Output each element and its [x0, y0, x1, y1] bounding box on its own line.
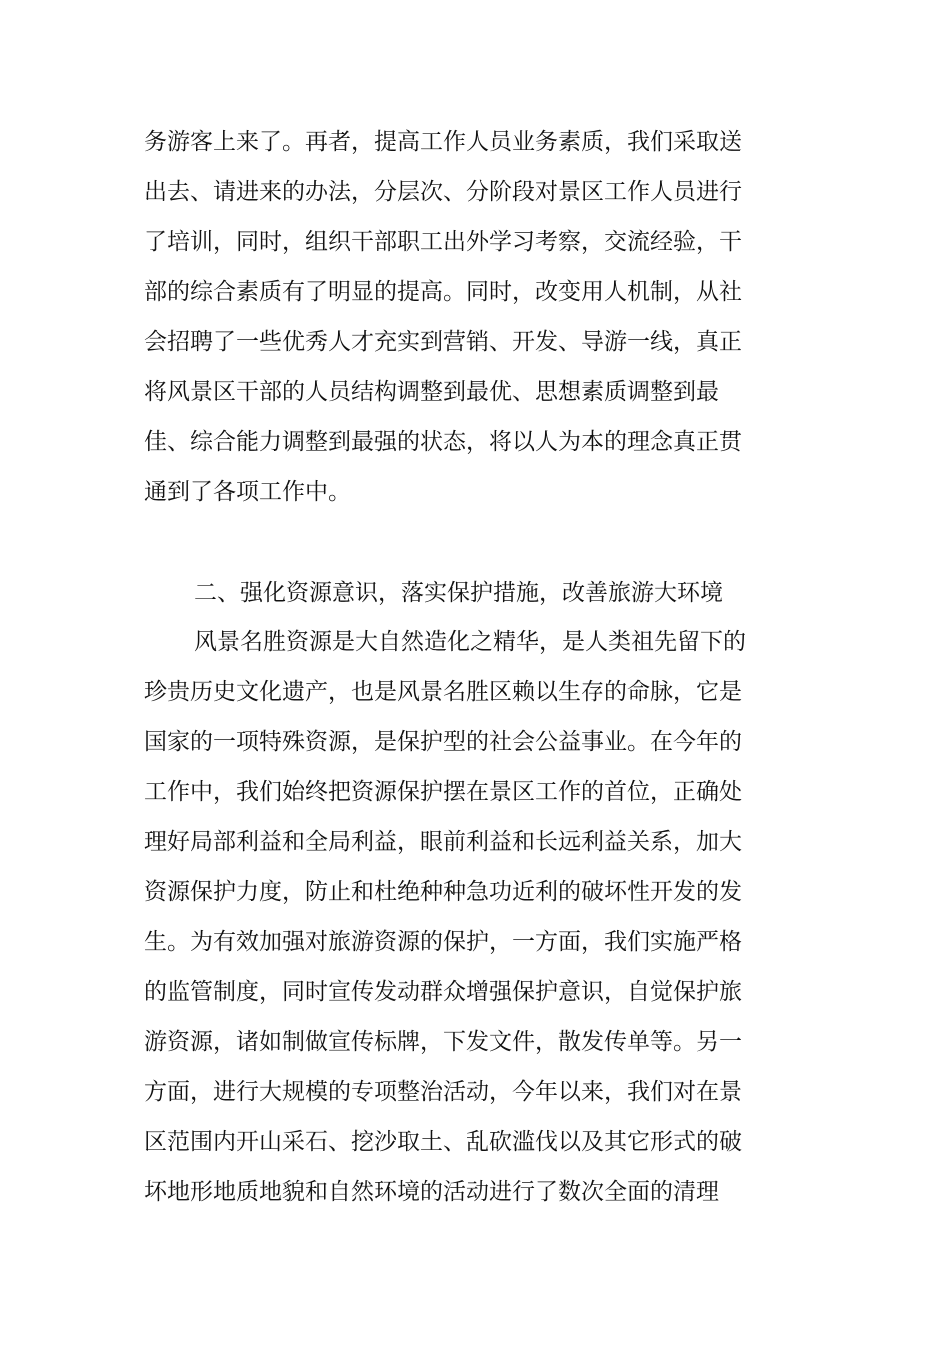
text-line: 将风景区干部的人员结构调整到最优、思想素质调整到最 [144, 379, 719, 405]
text-line: 工作中，我们始终把资源保护摆在景区工作的首位，正确处 [144, 779, 742, 805]
text-line: 会招聘了一些优秀人才充实到营销、开发、导游一线，真正 [144, 329, 742, 355]
text-line: 坏地形地质地貌和自然环境的活动进行了数次全面的清理 [144, 1179, 719, 1205]
text-line: 方面，进行大规模的专项整治活动，今年以来，我们对在景 [144, 1079, 742, 1105]
text-line: 的监管制度，同时宣传发动群众增强保护意识，自觉保护旅 [144, 979, 742, 1005]
section-heading: 二、强化资源意识，落实保护措施，改善旅游大环境 [194, 580, 723, 606]
text-line: 出去、请进来的办法，分层次、分阶段对景区工作人员进行 [144, 179, 742, 205]
text-line: 佳、综合能力调整到最强的状态，将以人为本的理念真正贯 [144, 429, 742, 455]
text-line: 生。为有效加强对旅游资源的保护，一方面，我们实施严格 [144, 929, 742, 955]
text-line: 资源保护力度，防止和杜绝种种急功近利的破坏性开发的发 [144, 879, 742, 905]
text-line: 了培训，同时，组织干部职工出外学习考察，交流经验，干 [144, 229, 742, 255]
text-line: 珍贵历史文化遗产，也是风景名胜区赖以生存的命脉，它是 [144, 679, 742, 705]
text-line: 通到了各项工作中。 [144, 479, 351, 505]
text-line: 国家的一项特殊资源，是保护型的社会公益事业。在今年的 [144, 729, 742, 755]
text-line: 游资源，诸如制做宣传标牌，下发文件，散发传单等。另一 [144, 1029, 742, 1055]
text-line: 理好局部利益和全局利益，眼前利益和长远利益关系，加大 [144, 829, 742, 855]
text-line: 务游客上来了。再者，提高工作人员业务素质，我们采取送 [144, 129, 742, 155]
text-line: 区范围内开山采石、挖沙取土、乱砍滥伐以及其它形式的破 [144, 1129, 742, 1155]
text-line: 部的综合素质有了明显的提高。同时，改变用人机制，从社 [144, 279, 742, 305]
paragraph-first-line: 风景名胜资源是大自然造化之精华，是人类祖先留下的 [194, 629, 746, 655]
